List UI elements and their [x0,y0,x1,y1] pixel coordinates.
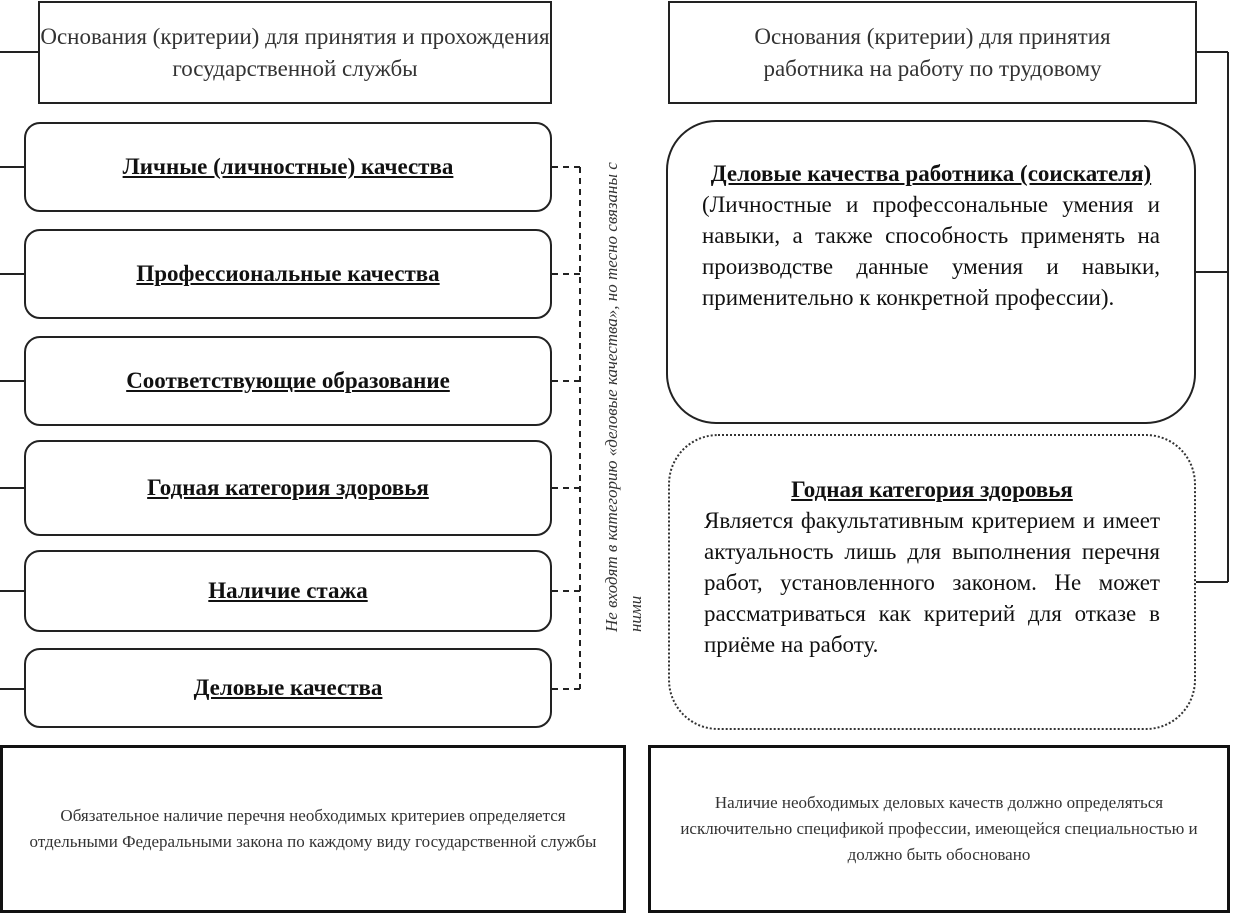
criterion-business [24,648,552,728]
criterion-personal [24,122,552,212]
criterion-label: Личные (личностные) качества [122,154,454,179]
right-bottom-text: Наличие необходимых деловых качеств должно определяться исключительно спецификой профессии, имеющейся специальностью и должно быть обосновано [680,793,1198,864]
criterion-professional [24,229,552,319]
left-header-text: Основания (критерии) для принятия и прохождения государственной службы [40,23,550,81]
criterion-education [24,336,552,426]
criterion-health [24,440,552,536]
right-bracket [1196,52,1228,582]
right-header [668,1,1197,104]
right-header-text: Основания (критерии) для принятия работника на работу по трудовому [754,23,1111,81]
left-bottom-text: Обязательное наличие перечня необходимых критериев определяется отдельными Федеральными закона по каждому виду государственной службы [29,806,597,851]
health-card-text: Является факультативным критерием и имеет актуальность лишь для выполнения перечня работ, установленного законом. Не может рассматриваться как критерий для отказе в приёме на работу. [704,508,1160,657]
business-card-text: (Личностные и профессональные умения и навыки, а также способность применять на производстве данные умения и навыки, применительно к конкретной профессии). [702,192,1160,310]
health-card-title: Годная категория здоровья [791,477,1073,502]
criterion-label: Годная категория здоровья [147,475,429,500]
left-header [38,1,552,104]
business-card-title: Деловые качества работника (соискателя) [710,161,1152,186]
criterion-label: Профессиональные качества [136,261,440,286]
right-bottom-note [648,745,1230,913]
criterion-label: Деловые качества [193,675,383,700]
criterion-label: Соответствующие образование [126,368,450,393]
health-category-card [668,434,1196,730]
side-note: Не входят в категорию «деловые качества», но тесно связаны с ними [602,162,645,632]
criterion-experience [24,550,552,632]
criterion-label: Наличие стажа [208,578,368,603]
business-qualities-card [666,120,1196,424]
left-bottom-note [0,745,626,913]
dashed-bracket [552,167,580,689]
